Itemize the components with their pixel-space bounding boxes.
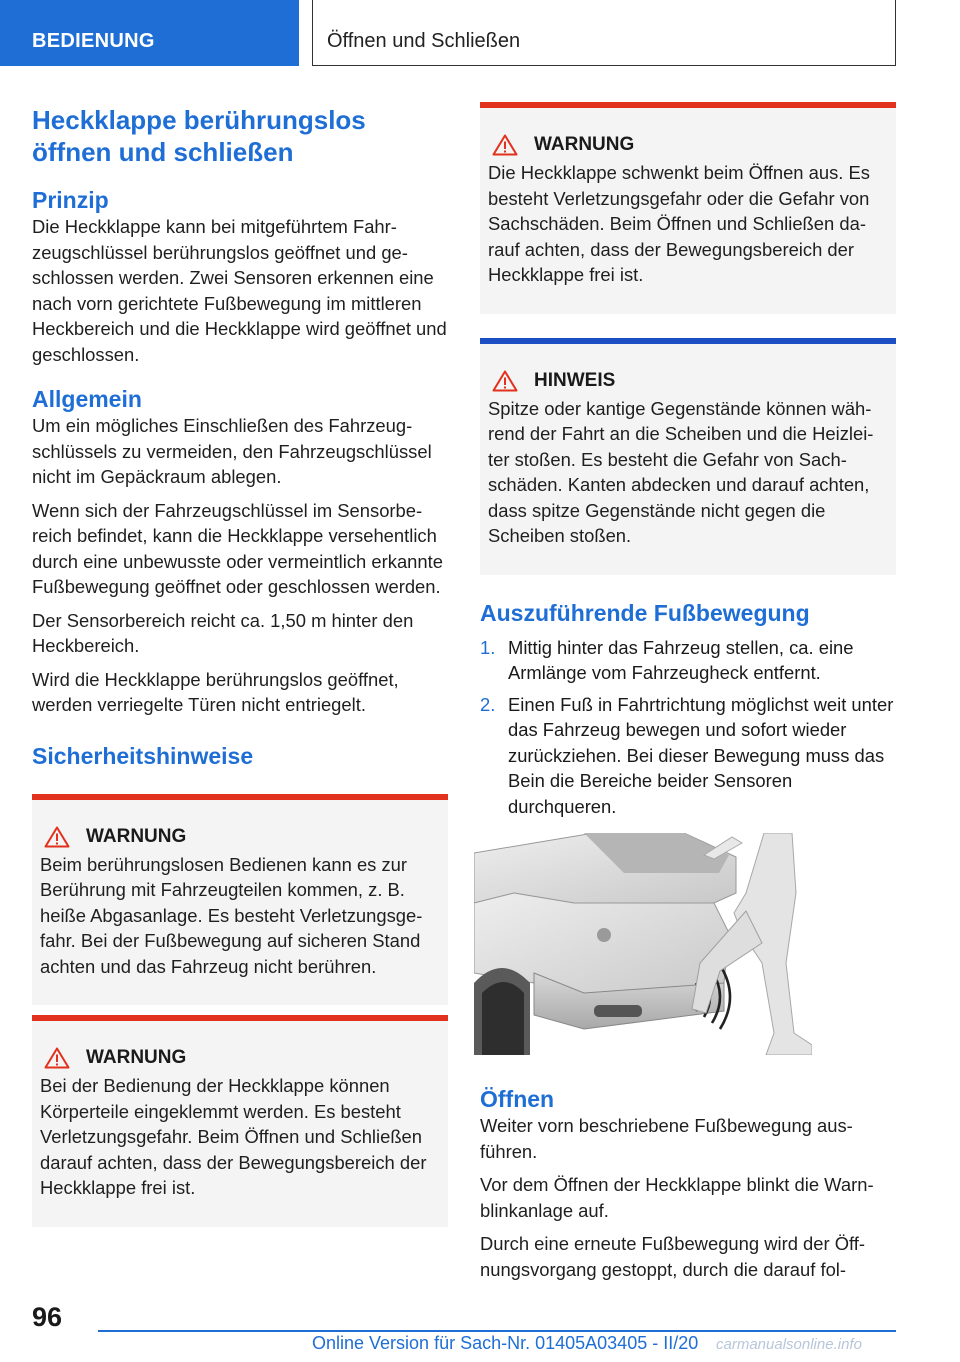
warning-triangle-icon: [492, 134, 518, 156]
oeffnen-p1: Weiter vorn beschriebene Fußbewegung ausführen.: [480, 1115, 853, 1162]
left-column: [32, 100, 448, 1227]
hinweis-title: HINWEIS: [488, 370, 886, 392]
heading-oeffnen: Öffnen: [480, 1086, 555, 1112]
warning-title-2: WARNUNG: [40, 1047, 438, 1069]
hinweis-text: Spitze oder kantige Gegenstände können während der Fahrt an die Scheiben und die Heizleiter stoßen. Es besteht die Gefahr von Sachschäden. Kanten abdecken und darauf achten, dass spitze Gegenstände nicht gegen die Scheiben stoßen.: [488, 397, 874, 546]
warning-box-1: [32, 794, 448, 1006]
warning-text-2: Bei der Bedienung der Heckklappe können Körperteile eingeklemmt werden. Es besteht Verletzungsgefahr. Beim Öffnen und Schließen darauf achten, dass der Bewegungsbereich der Heckklappe frei ist.: [40, 1075, 427, 1198]
list-item: 2. Einen Fuß in Fahrtrichtung möglichst weit unter das Fahrzeug bewegen und sofort wieder zurückziehen. Bei dieser Bewegung muss das Bein die Bereiche beider Sensoren durchqueren.: [480, 693, 894, 817]
warning-text-1: Beim berührungslosen Bedienen kann es zur Berührung mit Fahrzeugteilen kommen, z. B. heiße Abgasanlage. Es besteht Verletzungsgefahr. Bei der Fußbewegung auf sicheren Stand achten und das Fahrzeug nicht berühren.: [40, 853, 423, 977]
heading-sicherheitshinweise: Sicherheitshinweise: [32, 742, 254, 769]
page-title: Heckklappe berührungslos öffnen und schließen: [32, 105, 366, 167]
allgemein-p2: Wenn sich der Fahrzeugschlüssel im Sensorbereich befindet, kann die Heckklappe versehentlich durch eine unbewusste oder vermeintlich erkannte Fußbewegung geöffnet oder geschlossen werden.: [32, 499, 443, 597]
oeffnen-p3: Durch eine erneute Fußbewegung wird der Öffnungsvorgang gestoppt, durch die darauf fol-: [480, 1233, 866, 1280]
warning-text-3: Die Heckklappe schwenkt beim Öffnen aus. Es besteht Verletzungsgefahr oder die Gefahr von Sachschäden. Beim Öffnen und Schließen darauf achten, dass der Bewegungsbereich der Heckklappe frei ist.: [488, 162, 870, 285]
prinzip-text: Die Heckklappe kann bei mitgeführtem Fahrzeugschlüssel berührungslos geöffnet und geschlossen werden. Zwei Sensoren erkennen eine nach vorn gerichtete Fußbewegung im mittleren Heckbereich und die Heckklappe wird geöffnet und geschlossen.: [32, 216, 447, 365]
heading-prinzip: Prinzip: [32, 187, 109, 213]
hinweis-box: [480, 338, 896, 575]
warning-triangle-icon: [492, 370, 518, 392]
allgemein-p3: Der Sensorbereich reicht ca. 1,50 m hinter den Heckbereich.: [32, 609, 414, 656]
watermark: carmanualsonline.info: [716, 1336, 862, 1353]
oeffnen-p2: Vor dem Öffnen der Heckklappe blinkt die Warnblinkanlage auf.: [480, 1174, 874, 1221]
allgemein-p4: Wird die Heckklappe berührungslos geöffnet, werden verriegelte Türen nicht entriegelt.: [32, 668, 399, 715]
warning-triangle-icon: [44, 826, 70, 848]
right-column: [480, 102, 896, 1282]
heading-allgemein: Allgemein: [32, 386, 142, 412]
section-tab: [0, 0, 299, 66]
warning-triangle-icon: [44, 1047, 70, 1069]
car-tailgate-illustration: [474, 833, 812, 1055]
illustration-drawing: [474, 833, 812, 1055]
allgemein-p1: Um ein mögliches Einschließen des Fahrzeugschlüssels zu vermeiden, den Fahrzeugschlüssel nicht im Gepäckraum ablegen.: [32, 415, 432, 487]
heading-fussbewegung: Auszuführende Fußbewegung: [480, 599, 810, 626]
chapter-label: Öffnen und Schließen: [327, 30, 521, 52]
warning-title-1: WARNUNG: [40, 826, 438, 848]
footer-online-version: Online Version für Sach-Nr. 01405A03405 - II/20: [312, 1333, 699, 1353]
warning-title-3: WARNUNG: [488, 134, 886, 156]
warning-box-2: [32, 1015, 448, 1227]
footer-divider: [98, 1330, 896, 1332]
section-label: BEDIENUNG: [32, 30, 155, 52]
list-item: 1. Mittig hinter das Fahrzeug stellen, ca. eine Armlänge vom Fahrzeugheck entfernt.: [480, 636, 854, 683]
chapter-tab: [312, 0, 896, 66]
page-number: 96: [32, 1302, 63, 1332]
warning-box-3: [480, 102, 896, 314]
steps-list: [480, 635, 896, 820]
